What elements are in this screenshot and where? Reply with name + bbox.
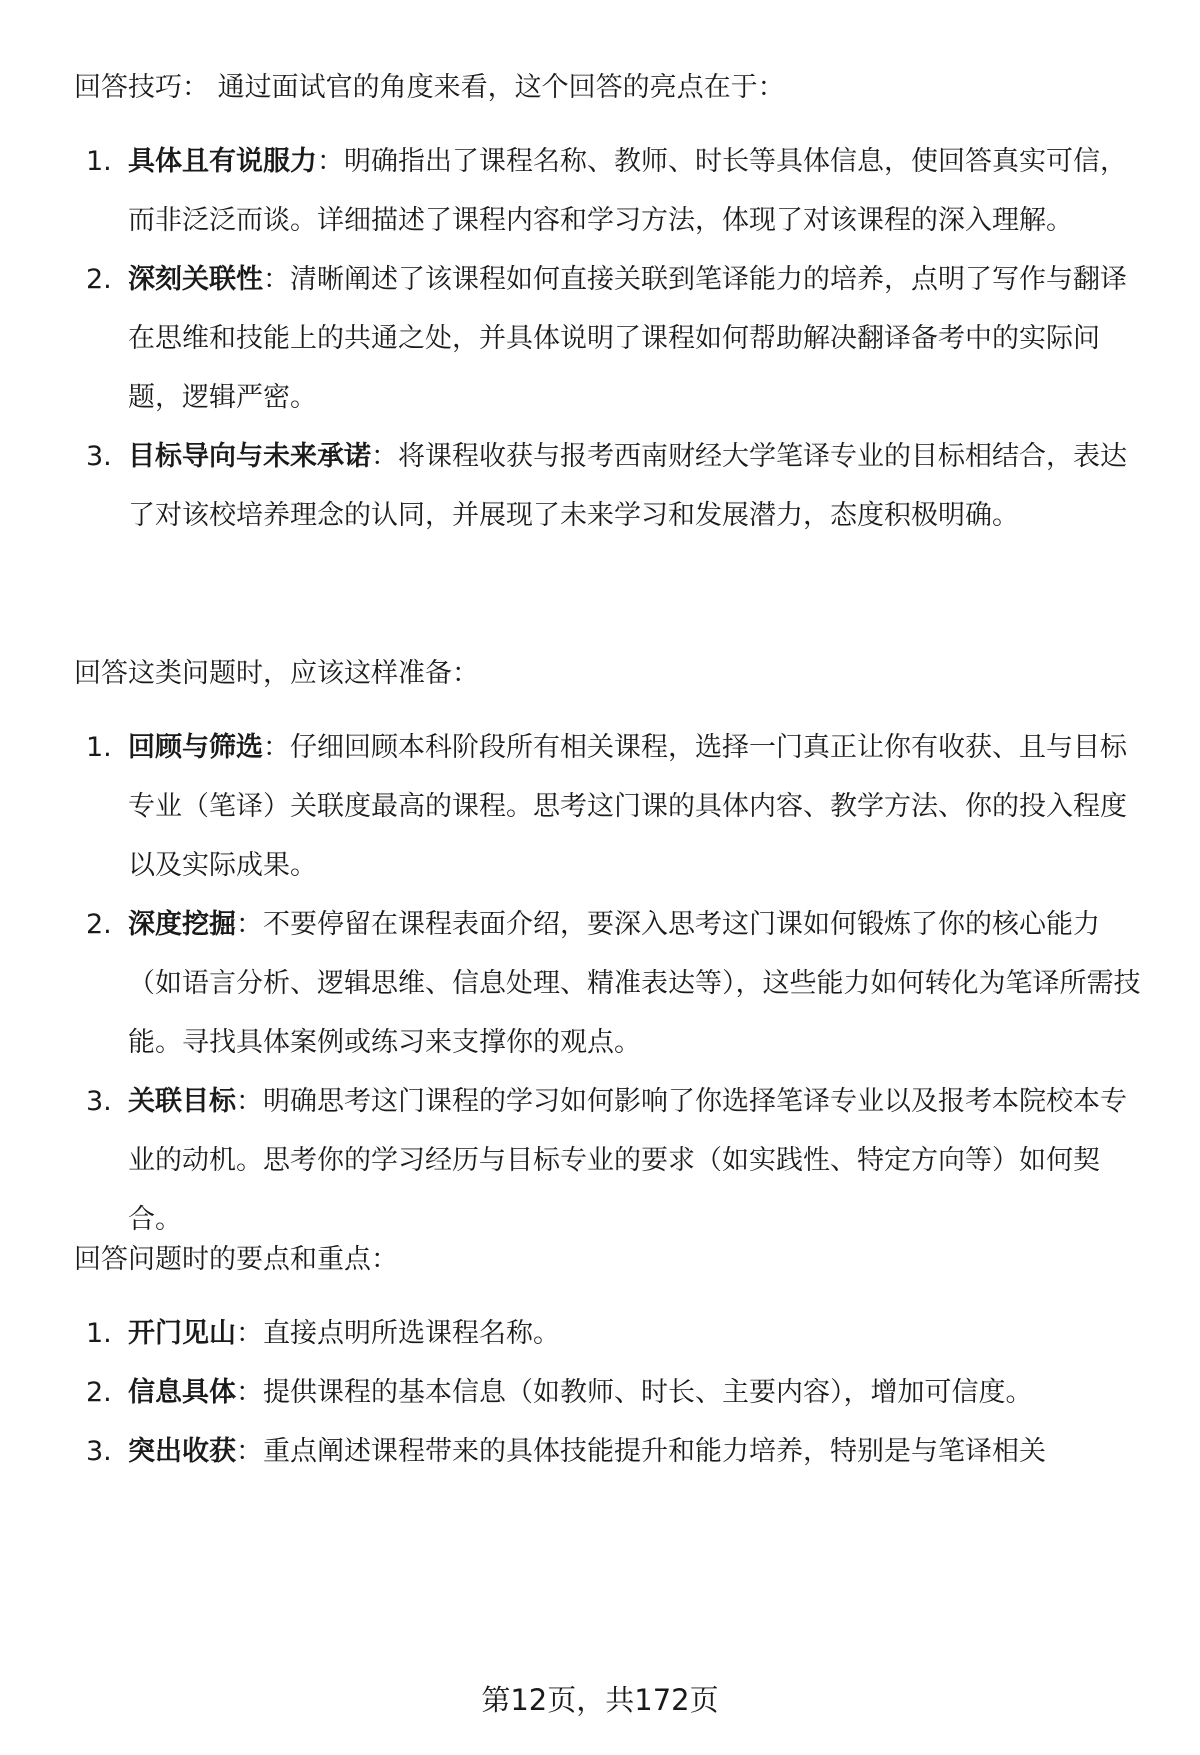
item-term: 深刻关联性 — [128, 264, 263, 295]
numbered-list — [74, 718, 1142, 1249]
item-text: ：重点阐述课程带来的具体技能提升和能力培养，特别是与笔译相关 — [236, 1436, 1046, 1467]
list-item — [74, 1422, 1142, 1481]
list-number: 3. — [86, 441, 112, 472]
list-item — [74, 1363, 1142, 1422]
item-text: ：仔细回顾本科阶段所有相关课程，选择一门真正让你有收获、且与目标专业（笔译）关联度最高的课程。思考这门课的具体内容、教学方法、你的投入程度以及实际成果。 — [128, 732, 1127, 881]
item-text: ：清晰阐述了该课程如何直接关联到笔译能力的培养，点明了写作与翻译在思维和技能上的共通之处，并具体说明了课程如何帮助解决翻译备考中的实际问题，逻辑严密。 — [128, 264, 1127, 413]
list-item — [74, 427, 1142, 545]
item-term: 回顾与筛选 — [128, 732, 263, 763]
page-number: 第12页，共172页 — [481, 1683, 719, 1717]
item-text: ：提供课程的基本信息（如教师、时长、主要内容），增加可信度。 — [236, 1377, 1033, 1408]
item-text: ：明确指出了课程名称、教师、时长等具体信息，使回答真实可信，而非泛泛而谈。详细描述了课程内容和学习方法，体现了对该课程的深入理解。 — [128, 146, 1127, 236]
item-text: ：将课程收获与报考西南财经大学笔译专业的目标相结合，表达了对该校培养理念的认同，并展现了未来学习和发展潜力，态度积极明确。 — [128, 441, 1127, 531]
list-item — [74, 718, 1142, 895]
list-item — [74, 1304, 1142, 1363]
list-number: 1. — [86, 1318, 112, 1349]
item-text: ：明确思考这门课程的学习如何影响了你选择笔译专业以及报考本院校本专业的动机。思考你的学习经历与目标专业的要求（如实践性、特定方向等）如何契合。 — [128, 1086, 1127, 1235]
item-text: ：直接点明所选课程名称。 — [236, 1318, 560, 1349]
list-number: 2. — [86, 909, 112, 940]
section-intro: 回答技巧： 通过面试官的角度来看，这个回答的亮点在于： — [74, 72, 785, 103]
list-number: 2. — [86, 1377, 112, 1408]
item-term: 信息具体 — [128, 1377, 236, 1408]
list-number: 3. — [86, 1086, 112, 1117]
item-term: 目标导向与未来承诺 — [128, 441, 371, 472]
item-term: 开门见山 — [128, 1318, 236, 1349]
item-term: 关联目标 — [128, 1086, 236, 1117]
section-intro: 回答这类问题时，应该这样准备： — [74, 658, 479, 689]
list-number: 3. — [86, 1436, 112, 1467]
list-item — [74, 132, 1142, 250]
list-number: 1. — [86, 146, 112, 177]
item-term: 深度挖掘 — [128, 909, 236, 940]
list-item — [74, 895, 1142, 1072]
numbered-list — [74, 132, 1142, 545]
list-number: 1. — [86, 732, 112, 763]
numbered-list — [74, 1304, 1142, 1481]
item-term: 具体且有说服力 — [128, 146, 317, 177]
list-number: 2. — [86, 264, 112, 295]
list-item — [74, 250, 1142, 427]
item-term: 突出收获 — [128, 1436, 236, 1467]
list-item — [74, 1072, 1142, 1249]
item-text: ：不要停留在课程表面介绍，要深入思考这门课如何锻炼了你的核心能力（如语言分析、逻辑思维、信息处理、精准表达等），这些能力如何转化为笔译所需技能。寻找具体案例或练习来支撑你的观点。 — [128, 909, 1141, 1058]
section-intro: 回答问题时的要点和重点： — [74, 1244, 398, 1275]
